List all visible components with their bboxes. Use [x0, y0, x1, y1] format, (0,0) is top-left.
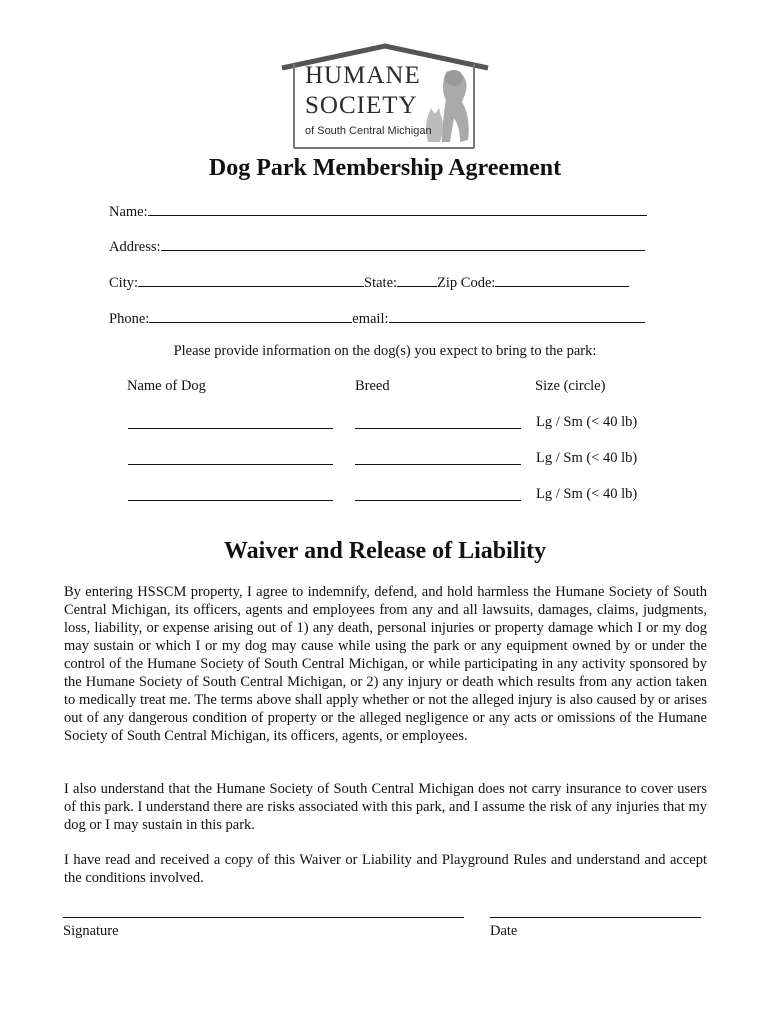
address-row: [109, 236, 645, 256]
phone-label: Phone:: [109, 311, 150, 327]
dog-name-field[interactable]: [128, 500, 333, 501]
phone-field[interactable]: [149, 308, 352, 323]
address-label: Address:: [109, 239, 161, 255]
phone-email-row: [109, 308, 645, 328]
waiver-paragraph-3: I have read and received a copy of this Waiver or Liability and Playground Rules and understand and accept the conditions involved.: [64, 852, 707, 886]
state-field[interactable]: [397, 272, 437, 287]
dog-info-intro: Please provide information on the dog(s) you expect to bring to the park:: [173, 343, 597, 359]
date-field[interactable]: [490, 917, 701, 918]
waiver-paragraph-1: By entering HSSCM property, I agree to indemnify, defend, and hold harmless the Humane Society of South Central Michigan, its officers, agents and employees from any and all lawsuits, damages, claims, judgments, loss, liability, or expense arising out of 1) any death, personal injuries or property damage which I or my dog may sustain or which I or my dog may cause while using the park or any equipment owned by or under the control of the Humane Society of South Central Michigan, or while participating in any activity sponsored by the Humane Society of South Central Michigan, or 2) any injury or death which results from any action taken to medically treat me. The terms above shall apply whether or not the alleged injury is also caused by or arises out of any dangerous condition of property or the alleged negligence or any acts or omissions of the Humane Society of South Central Michigan, its officers, agents, or employees.: [64, 584, 707, 744]
city-label: City:: [109, 275, 139, 291]
dog-name-field[interactable]: [128, 428, 333, 429]
column-breed: Breed: [355, 378, 390, 394]
dog-breed-field[interactable]: [355, 500, 521, 501]
waiver-title: Waiver and Release of Liability: [223, 538, 547, 564]
city-field[interactable]: [138, 272, 364, 287]
dog-size-options[interactable]: Lg / Sm (< 40 lb): [536, 414, 638, 430]
waiver-paragraph-2: I also understand that the Humane Society of South Central Michigan does not carry insurance to cover users of this park. I understand there are risks associated with this park, and I assume the risk of any injuries that my dog or I may sustain in this park.: [64, 781, 707, 833]
logo-text-society: SOCIETY: [305, 92, 418, 119]
zip-label: Zip Code:: [437, 275, 496, 291]
dog-size-options[interactable]: Lg / Sm (< 40 lb): [536, 450, 638, 466]
dog-name-field[interactable]: [128, 464, 333, 465]
logo-text-region: of South Central Michigan: [305, 125, 432, 137]
form-title: Dog Park Membership Agreement: [208, 155, 562, 181]
state-label: State:: [364, 275, 398, 291]
email-label: email:: [352, 311, 389, 327]
email-field[interactable]: [389, 308, 645, 323]
zip-field[interactable]: [495, 272, 629, 287]
signature-label: Signature: [63, 923, 119, 939]
dog-breed-field[interactable]: [355, 464, 521, 465]
column-size: Size (circle): [535, 378, 606, 394]
logo-text-humane: HUMANE: [305, 62, 421, 89]
dog-size-options[interactable]: Lg / Sm (< 40 lb): [536, 486, 638, 502]
dog-breed-field[interactable]: [355, 428, 521, 429]
signature-field[interactable]: [63, 917, 464, 918]
date-label: Date: [490, 923, 518, 939]
name-label: Name:: [109, 204, 148, 220]
column-name-of-dog: Name of Dog: [127, 378, 206, 394]
name-field[interactable]: [148, 201, 647, 216]
address-field[interactable]: [161, 236, 645, 251]
city-state-zip-row: [109, 272, 629, 292]
name-row: [109, 201, 647, 221]
